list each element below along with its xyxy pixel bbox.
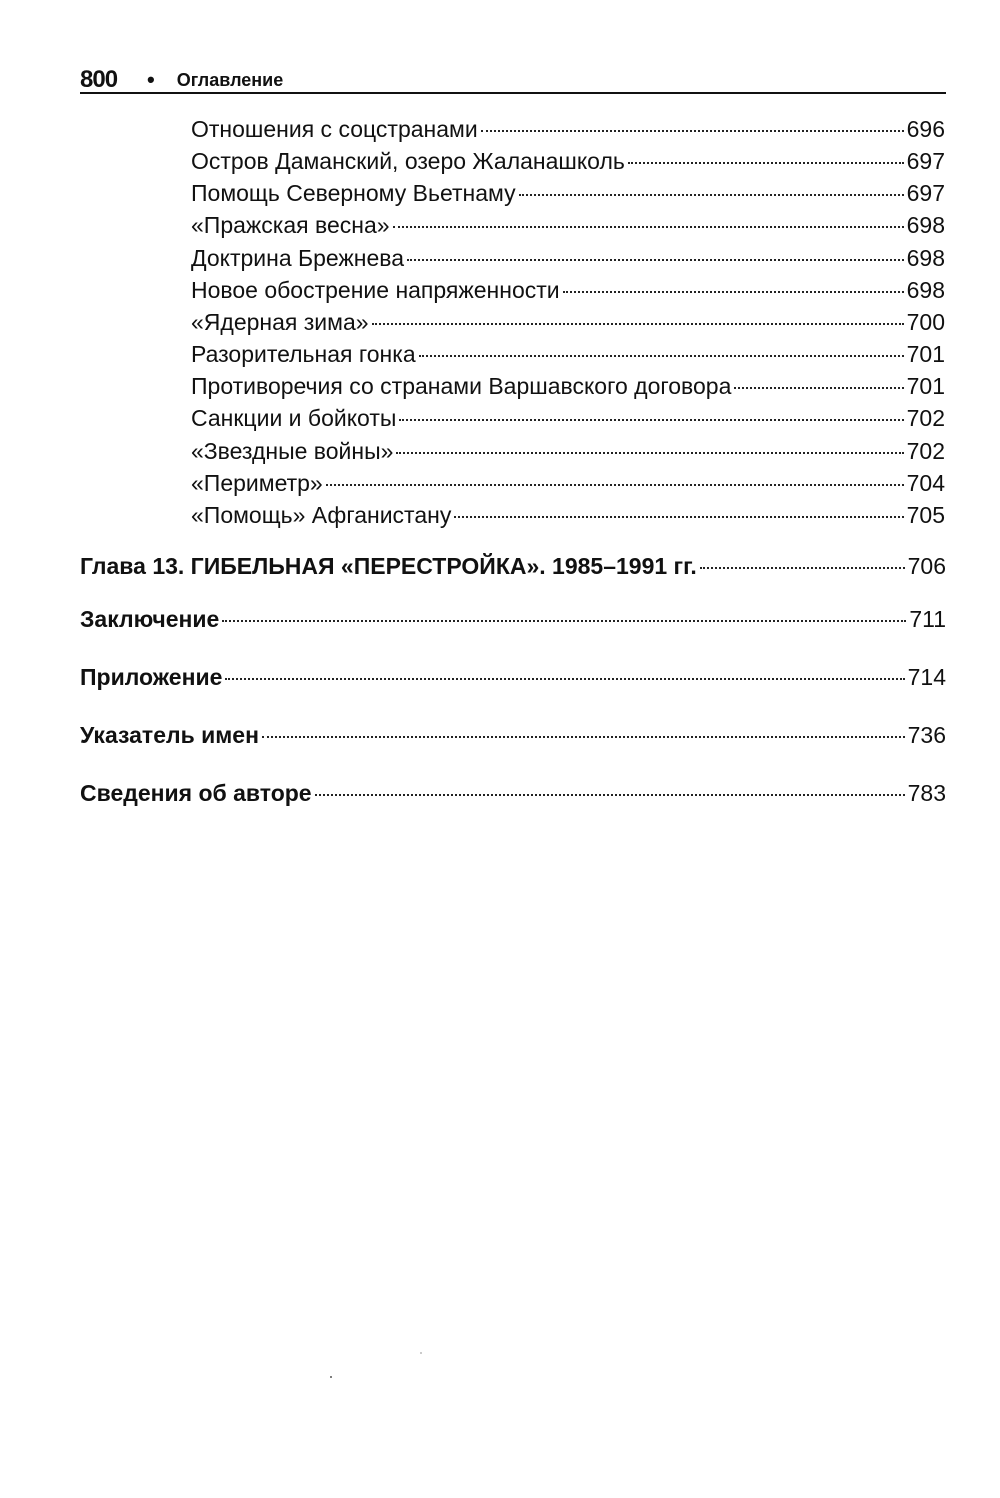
toc-entry-title: «Звездные войны» bbox=[191, 438, 394, 464]
toc-entry[interactable] bbox=[191, 114, 945, 144]
toc-chapter-entry[interactable] bbox=[80, 778, 946, 808]
header-rule bbox=[80, 92, 946, 94]
toc-entry-page: 711 bbox=[909, 606, 946, 632]
dot-leader bbox=[481, 130, 904, 132]
toc-entry[interactable] bbox=[191, 146, 945, 176]
toc-entry-title: Приложение bbox=[80, 664, 223, 690]
toc-entry-title: Остров Даманский, озеро Жаланашколь bbox=[191, 148, 625, 174]
toc-entry[interactable] bbox=[191, 371, 945, 401]
toc-entry-page: 701 bbox=[906, 373, 945, 399]
dot-leader bbox=[563, 291, 904, 293]
dot-leader bbox=[326, 484, 904, 486]
toc-entry-page: 698 bbox=[906, 212, 945, 238]
toc-entry-title: «Ядерная зима» bbox=[191, 309, 369, 335]
dot-leader bbox=[419, 355, 904, 357]
bullet-separator: • bbox=[147, 67, 155, 92]
dot-leader bbox=[700, 567, 905, 569]
toc-entry-page: 700 bbox=[906, 309, 945, 335]
dot-leader bbox=[399, 419, 903, 421]
toc-entry[interactable] bbox=[191, 436, 945, 466]
toc-entry-page: 702 bbox=[906, 405, 945, 431]
toc-entry-page: 698 bbox=[906, 277, 945, 303]
dot-leader bbox=[628, 162, 904, 164]
toc-entry[interactable] bbox=[191, 178, 945, 208]
toc-entry-page: 704 bbox=[906, 470, 945, 496]
toc-entry-page: 696 bbox=[906, 116, 945, 142]
dot-leader bbox=[222, 620, 906, 622]
toc-entry-page: 697 bbox=[906, 180, 945, 206]
toc-entry-page: 698 bbox=[906, 245, 945, 271]
running-head bbox=[80, 62, 946, 92]
toc-entry[interactable] bbox=[191, 468, 945, 498]
toc-entry-title: Указатель имен bbox=[80, 722, 259, 748]
scan-speck bbox=[420, 1352, 422, 1354]
toc-entry-title: Глава 13. ГИБЕЛЬНАЯ «ПЕРЕСТРОЙКА». 1985–1991 гг. bbox=[80, 553, 697, 579]
dot-leader bbox=[407, 259, 904, 261]
toc-entry-page: 714 bbox=[907, 664, 946, 690]
toc-entry[interactable] bbox=[191, 307, 945, 337]
toc-entry-title: Новое обострение напряженности bbox=[191, 277, 560, 303]
page-number: 800 bbox=[80, 66, 118, 93]
toc-entry-page: 702 bbox=[906, 438, 945, 464]
dot-leader bbox=[225, 678, 904, 680]
toc-entry-title: Сведения об авторе bbox=[80, 780, 312, 806]
toc-entry-page: 736 bbox=[907, 722, 946, 748]
toc-entry-title: Санкции и бойкоты bbox=[191, 405, 397, 431]
toc-entry-title: «Пражская весна» bbox=[191, 212, 390, 238]
dot-leader bbox=[393, 226, 904, 228]
toc-entry-page: 705 bbox=[906, 502, 945, 528]
dot-leader bbox=[315, 794, 905, 796]
toc-chapter-entry[interactable] bbox=[80, 551, 946, 581]
toc-entry-title: Заключение bbox=[80, 606, 220, 632]
toc-entry[interactable] bbox=[191, 243, 945, 273]
toc-entry[interactable] bbox=[191, 210, 945, 240]
section-name: Оглавление bbox=[176, 70, 284, 90]
toc-entry-title: «Помощь» Афганистану bbox=[191, 502, 452, 528]
toc-entry[interactable] bbox=[191, 339, 945, 369]
dot-leader bbox=[262, 736, 905, 738]
toc-entry-page: 697 bbox=[906, 148, 945, 174]
toc-entry[interactable] bbox=[191, 403, 945, 433]
toc-chapter-entry[interactable] bbox=[80, 720, 946, 750]
dot-leader bbox=[519, 194, 904, 196]
dot-leader bbox=[372, 323, 904, 325]
scan-speck bbox=[330, 1376, 332, 1378]
toc-entry[interactable] bbox=[191, 275, 945, 305]
toc-chapter-entry[interactable] bbox=[80, 604, 946, 634]
toc-entry-title: Доктрина Брежнева bbox=[191, 245, 405, 271]
toc-entry[interactable] bbox=[191, 500, 945, 530]
toc-entry-title: Помощь Северному Вьетнаму bbox=[191, 180, 516, 206]
toc-entry-page: 701 bbox=[906, 341, 945, 367]
toc-entry-title: Отношения с соцстранами bbox=[191, 116, 478, 142]
toc-entry-title: «Периметр» bbox=[191, 470, 323, 496]
toc-chapter-entry[interactable] bbox=[80, 662, 946, 692]
dot-leader bbox=[396, 452, 903, 454]
dot-leader bbox=[454, 516, 903, 518]
toc-entry-page: 783 bbox=[907, 780, 946, 806]
dot-leader bbox=[734, 387, 903, 389]
toc-entry-title: Разорительная гонка bbox=[191, 341, 416, 367]
toc-entry-page: 706 bbox=[907, 553, 946, 579]
toc-entry-title: Противоречия со странами Варшавского договора bbox=[191, 373, 732, 399]
